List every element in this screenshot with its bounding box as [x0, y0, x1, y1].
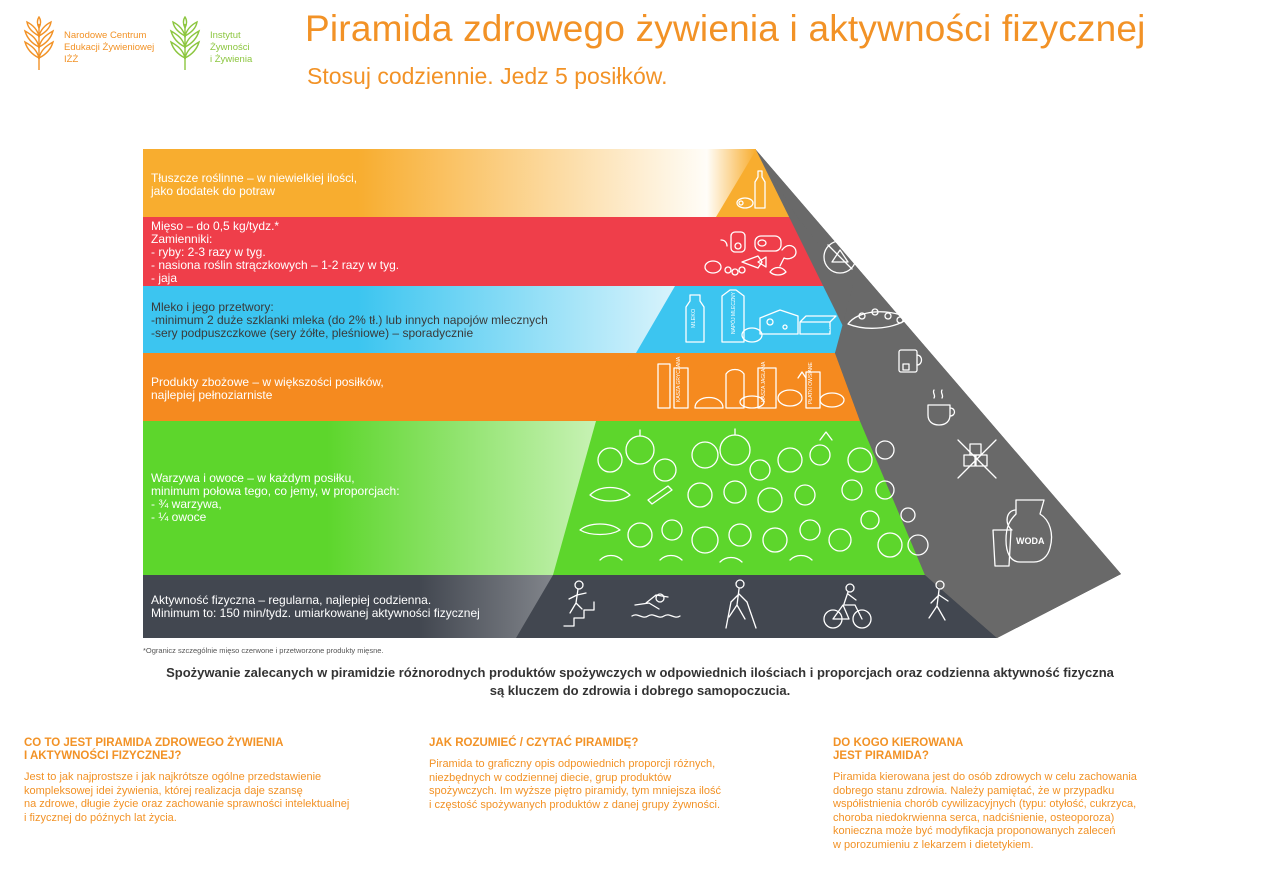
band-text-fats: Tłuszcze roślinne – w niewielkiej ilości, jako dodatek do potraw	[151, 171, 358, 198]
milk-bottle-label: MLEKO	[691, 308, 697, 328]
info-heading: JAK ROZUMIEĆ / CZYTAĆ PIRAMIDĘ?	[429, 737, 639, 749]
info-body: Piramida kierowana jest do osób zdrowych w celu zachowania dobrego stanu zdrowia. Należy pamiętać, że w przypadku współistnienia chorób cywilizacyjnych (typu: otyłość, cukrzyca, choroba niedokrwienna serca, nadciśnienie, osteoporoza) konieczna może być modyfikacja proponowanych zaleceń w porozumieniu z lekarzem i dietetykiem.	[833, 771, 1137, 851]
info-heading: DO KOGO KIEROWANA JEST PIRAMIDA?	[833, 737, 964, 762]
cheese-label: TWARÓG	[808, 327, 831, 333]
groats-label-1: KASZA GRYCZANA	[676, 356, 682, 402]
water-label: WODA	[1016, 536, 1045, 546]
band-text-grains: Produkty zbożowe – w większości posiłków, najlepiej pełnoziarniste	[151, 375, 384, 402]
groats-label-2: KASZA JAGLANA	[761, 361, 767, 402]
band-text-dairy: Mleko i jego przetwory: -minimum 2 duże szklanki mleka (do 2% tł.) lub innych napojów mlecznych -sery podpuszczkowe (sery żółte, pleśniowe) – sporadycznie	[151, 300, 548, 340]
oats-label: PŁATKI OWSIANE	[808, 362, 814, 404]
band-text-activity: Aktywność fizyczna – regularna, najlepiej codzienna. Minimum to: 150 min/tydz. umiarkowanej aktywności fizycznej	[151, 593, 480, 620]
izz-logo-text: Instytut Żywności i Żywienia	[210, 30, 253, 65]
info-body: Piramida to graficzny opis odpowiednich proporcji różnych, niezbędnych w codziennej diecie, grup produktów spożywczych. Im wyższe piętro piramidy, tym mniejsza ilość i częstość spożywanych produktów z danej grupy żywności.	[429, 758, 721, 811]
info-column-who	[833, 737, 1137, 852]
band-text-meat: Mięso – do 0,5 kg/tydz.* Zamienniki: - ryby: 2-3 razy w tyg. - nasiona roślin strączkowych – 1-2 razy w tyg. - jaja	[151, 219, 400, 285]
info-body: Jest to jak najprostsze i jak najkrótsze ogólne przedstawienie kompleksowej idei żywienia, której realizacja daje szansę na zdrowe, długie życie oraz zachowanie sprawności intelektualnej i fizycznej do późnych lat życia.	[24, 771, 350, 824]
footnote: *Ogranicz szczególnie mięso czerwone i przetworzone produkty mięsne.	[143, 646, 384, 655]
tier-activity	[516, 575, 756, 638]
kefir-label: NAPÓJ MLECZNY	[731, 292, 737, 334]
info-heading: CO TO JEST PIRAMIDA ZDROWEGO ŻYWIENIA I AKTYWNOŚCI FIZYCZNEJ?	[24, 737, 284, 762]
summary-text: Spożywanie zalecanych w piramidzie różnorodnych produktów spożywczych w odpowiednich ilościach i proporcjach oraz codzienna aktywność fizyczna są kluczem do zdrowia i dobrego samopoczucia.	[166, 665, 1114, 698]
info-column-what	[24, 737, 349, 825]
ncez-logo-text: Narodowe Centrum Edukacji Żywieniowej IŻŻ	[64, 30, 155, 65]
page-title: Piramida zdrowego żywienia i aktywności fizycznej	[305, 8, 1146, 49]
band-text-vegetables: Warzywa i owoce – w każdym posiłku, minimum połowa tego, co jemy, w proporcjach: - ¾ warzywa, - ¼ owoce	[151, 471, 400, 524]
page-subtitle: Stosuj codziennie. Jedz 5 posiłków.	[307, 63, 668, 89]
info-column-how	[429, 737, 721, 812]
